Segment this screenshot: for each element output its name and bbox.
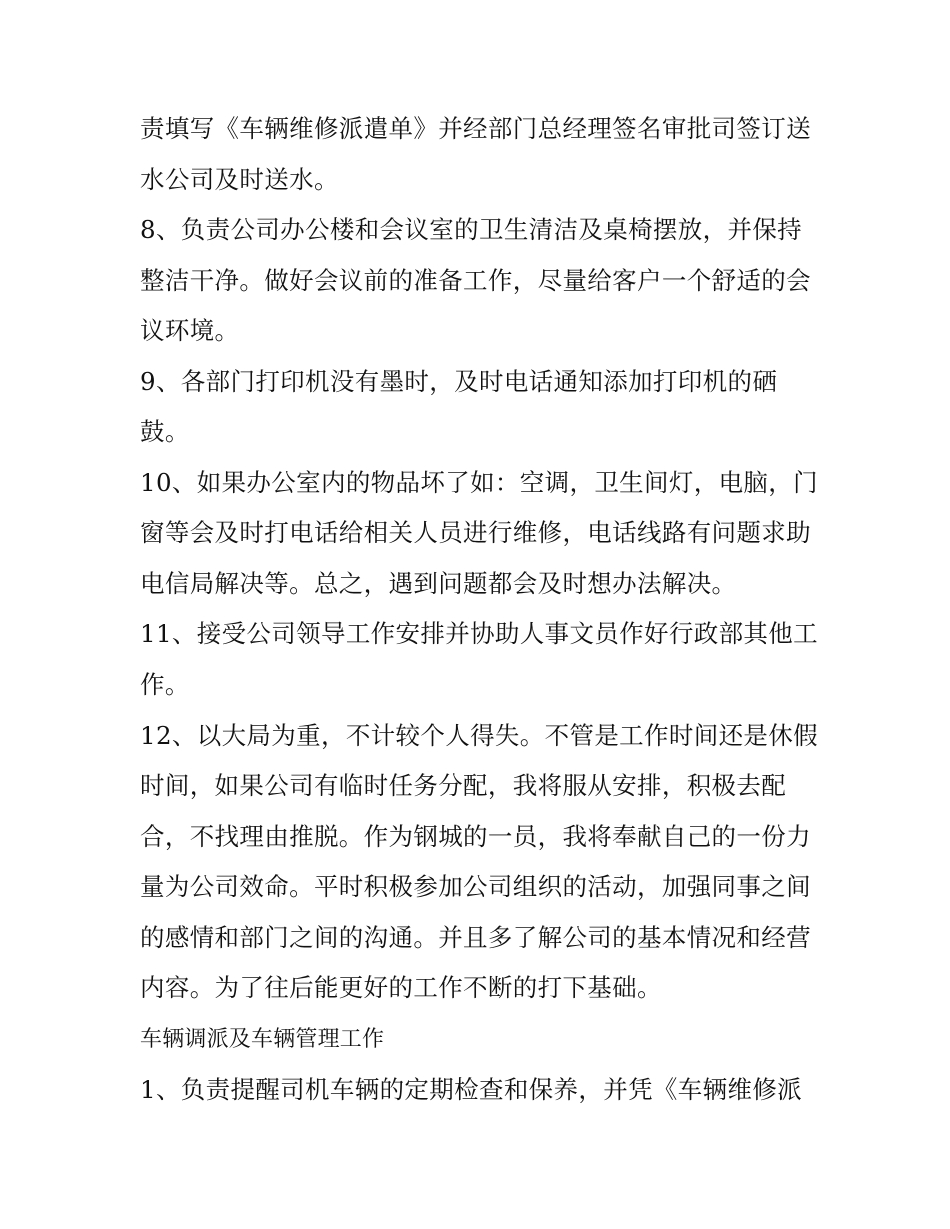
- text-line: 时间，如果公司有临时任务分配，我将服从安排，积极去配: [140, 771, 787, 800]
- text-line: 整洁干净。做好会议前的准备工作，尽量给客户一个舒适的会: [140, 266, 811, 295]
- text-line: 责填写《车辆维修派遣单》并经部门总经理签名审批司签订送: [140, 114, 811, 143]
- section-heading: 车辆调派及车辆管理工作: [140, 1027, 385, 1052]
- text-line: 10、如果办公室内的物品坏了如：空调，卫生间灯，电脑，门: [140, 468, 818, 497]
- text-line: 1、负责提醒司机车辆的定期检查和保养，并凭《车辆维修派: [140, 1075, 803, 1104]
- text-line: 议环境。: [140, 316, 240, 345]
- text-line: 11、接受公司领导工作安排并协助人事文员作好行政部其他工: [140, 619, 818, 648]
- text-line: 内容。为了往后能更好的工作不断的打下基础。: [140, 973, 662, 1002]
- text-line: 电信局解决等。总之，遇到问题都会及时想办法解决。: [140, 569, 737, 598]
- text-line: 的感情和部门之间的沟通。并且多了解公司的基本情况和经营: [140, 923, 811, 952]
- text-line: 鼓。: [140, 417, 190, 446]
- text-line: 9、各部门打印机没有墨时，及时电话通知添加打印机的硒: [140, 367, 778, 396]
- text-line: 窗等会及时打电话给相关人员进行维修，电话线路有问题求助: [140, 518, 811, 547]
- text-line: 合，不找理由推脱。作为钢城的一员，我将奉献自己的一份力: [140, 822, 811, 851]
- text-line: 量为公司效命。平时积极参加公司组织的活动，加强同事之间: [140, 872, 811, 901]
- text-line: 水公司及时送水。: [140, 165, 339, 194]
- text-line: 12、以大局为重，不计较个人得失。不管是工作时间还是休假: [140, 721, 818, 750]
- text-line: 作。: [140, 670, 190, 699]
- text-line: 8、负责公司办公楼和会议室的卫生清洁及桌椅摆放，并保持: [140, 215, 803, 244]
